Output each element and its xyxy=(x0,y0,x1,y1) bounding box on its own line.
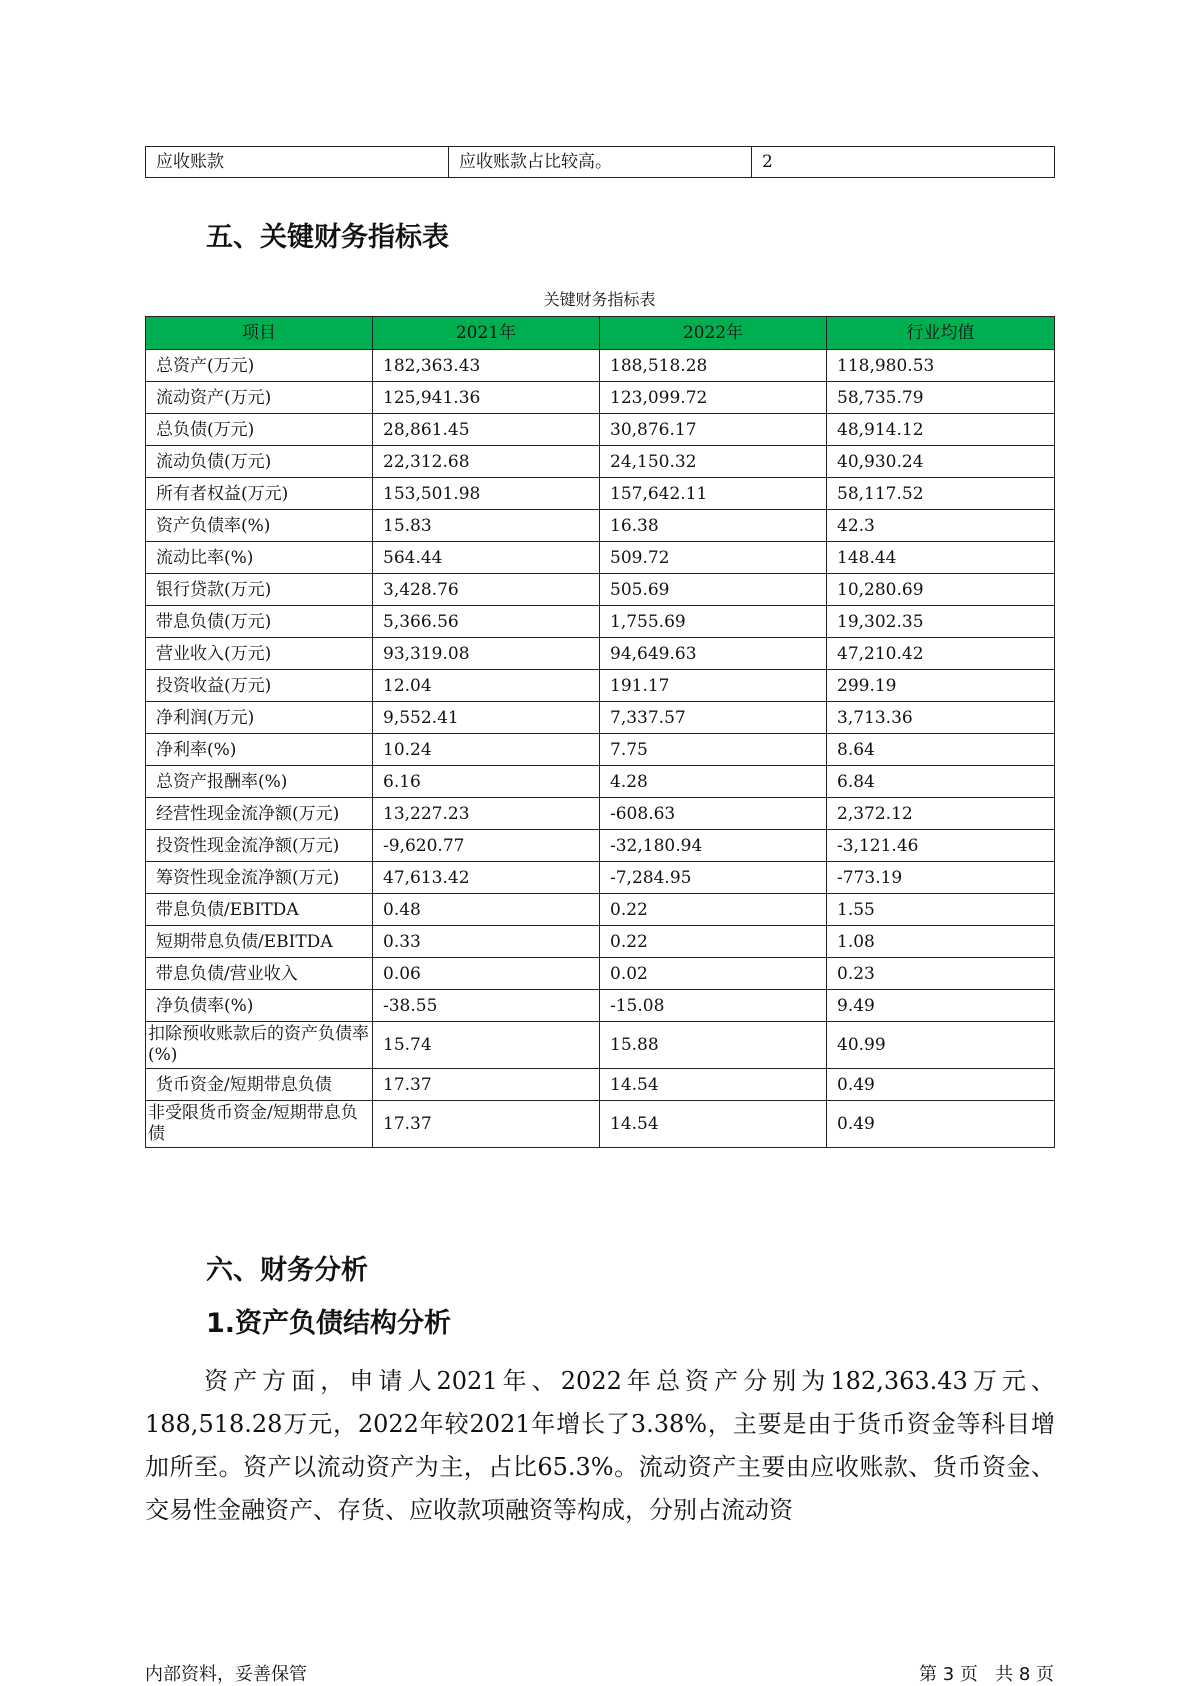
footer-page-number: 第 3 页 共 8 页 xyxy=(919,1664,1054,1685)
row-label-cell: 经营性现金流净额(万元) xyxy=(146,798,373,830)
table-cell: 应收账款 xyxy=(146,147,449,178)
table-row xyxy=(146,147,1055,178)
value-cell: 7.75 xyxy=(600,734,827,766)
value-cell: 188,518.28 xyxy=(600,350,827,382)
value-cell: 94,649.63 xyxy=(600,638,827,670)
value-cell: 148.44 xyxy=(827,542,1055,574)
table-row xyxy=(146,574,1055,606)
table-header-row xyxy=(146,317,1055,350)
row-label-cell: 带息负债(万元) xyxy=(146,606,373,638)
value-cell: 118,980.53 xyxy=(827,350,1055,382)
value-cell: 17.37 xyxy=(373,1069,600,1101)
value-cell: 2,372.12 xyxy=(827,798,1055,830)
value-cell: 4.28 xyxy=(600,766,827,798)
value-cell: 12.04 xyxy=(373,670,600,702)
value-cell: 15.83 xyxy=(373,510,600,542)
value-cell: 0.48 xyxy=(373,894,600,926)
value-cell: 19,302.35 xyxy=(827,606,1055,638)
table-row xyxy=(146,350,1055,382)
table-row xyxy=(146,830,1055,862)
value-cell: 7,337.57 xyxy=(600,702,827,734)
table-row xyxy=(146,926,1055,958)
table-row xyxy=(146,638,1055,670)
value-cell: 1,755.69 xyxy=(600,606,827,638)
row-label-cell: 所有者权益(万元) xyxy=(146,478,373,510)
top-table xyxy=(145,146,1055,178)
value-cell: -773.19 xyxy=(827,862,1055,894)
row-label-cell: 资产负债率(%) xyxy=(146,510,373,542)
value-cell: 58,117.52 xyxy=(827,478,1055,510)
row-label-cell: 净利润(万元) xyxy=(146,702,373,734)
value-cell: 15.88 xyxy=(600,1022,827,1069)
row-label-cell: 银行贷款(万元) xyxy=(146,574,373,606)
value-cell: 0.02 xyxy=(600,958,827,990)
value-cell: -38.55 xyxy=(373,990,600,1022)
value-cell: 42.3 xyxy=(827,510,1055,542)
value-cell: 182,363.43 xyxy=(373,350,600,382)
value-cell: 47,210.42 xyxy=(827,638,1055,670)
value-cell: 1.55 xyxy=(827,894,1055,926)
table-row xyxy=(146,478,1055,510)
value-cell: -15.08 xyxy=(600,990,827,1022)
value-cell: 125,941.36 xyxy=(373,382,600,414)
metrics-table-body xyxy=(146,350,1055,1148)
value-cell: 0.49 xyxy=(827,1101,1055,1148)
value-cell: 0.49 xyxy=(827,1069,1055,1101)
table-row xyxy=(146,734,1055,766)
value-cell: 10.24 xyxy=(373,734,600,766)
value-cell: -9,620.77 xyxy=(373,830,600,862)
value-cell: 17.37 xyxy=(373,1101,600,1148)
value-cell: -32,180.94 xyxy=(600,830,827,862)
value-cell: 0.23 xyxy=(827,958,1055,990)
row-label-cell: 非受限货币资金/短期带息负债 xyxy=(146,1101,373,1148)
row-label-cell: 营业收入(万元) xyxy=(146,638,373,670)
row-label-cell: 扣除预收账款后的资产负债率(%) xyxy=(146,1022,373,1069)
table-row xyxy=(146,798,1055,830)
table-row xyxy=(146,670,1055,702)
footer-confidential-note: 内部资料，妥善保管 xyxy=(145,1664,307,1685)
value-cell: 13,227.23 xyxy=(373,798,600,830)
value-cell: 153,501.98 xyxy=(373,478,600,510)
analysis-paragraph: 资产方面，申请人2021年、2022年总资产分别为182,363.43万元、188,518.28万元，2022年较2021年增长了3.38%，主要是由于货币资金等科目增加所至。资产以流动资产为主，占比65.3%。流动资产主要由应收账款、货币资金、交易性金融资产、存货、应收款项融资等构成，分别占流动资 xyxy=(145,1367,1055,1524)
row-label-cell: 投资性现金流净额(万元) xyxy=(146,830,373,862)
table-row xyxy=(146,766,1055,798)
row-label-cell: 货币资金/短期带息负债 xyxy=(146,1069,373,1101)
metrics-table xyxy=(145,316,1055,1148)
table-row xyxy=(146,1069,1055,1101)
value-cell: 0.22 xyxy=(600,926,827,958)
value-cell: 8.64 xyxy=(827,734,1055,766)
value-cell: 93,319.08 xyxy=(373,638,600,670)
column-header: 2022年 xyxy=(600,317,827,350)
row-label-cell: 流动比率(%) xyxy=(146,542,373,574)
table-row xyxy=(146,414,1055,446)
value-cell: -608.63 xyxy=(600,798,827,830)
table-row xyxy=(146,702,1055,734)
table-cell: 应收账款占比较高。 xyxy=(449,147,752,178)
value-cell: 3,428.76 xyxy=(373,574,600,606)
value-cell: 58,735.79 xyxy=(827,382,1055,414)
value-cell: -7,284.95 xyxy=(600,862,827,894)
value-cell: 191.17 xyxy=(600,670,827,702)
value-cell: 1.08 xyxy=(827,926,1055,958)
value-cell: 10,280.69 xyxy=(827,574,1055,606)
row-label-cell: 净负债率(%) xyxy=(146,990,373,1022)
value-cell: 6.84 xyxy=(827,766,1055,798)
value-cell: 9,552.41 xyxy=(373,702,600,734)
value-cell: 14.54 xyxy=(600,1101,827,1148)
table-row xyxy=(146,862,1055,894)
value-cell: 505.69 xyxy=(600,574,827,606)
row-label-cell: 流动资产(万元) xyxy=(146,382,373,414)
value-cell: 9.49 xyxy=(827,990,1055,1022)
section-heading: 六、财务分析 xyxy=(206,1255,368,1286)
value-cell: 157,642.11 xyxy=(600,478,827,510)
subsection-heading: 1.资产负债结构分析 xyxy=(206,1308,452,1339)
table-row xyxy=(146,1101,1055,1148)
row-label-cell: 总负债(万元) xyxy=(146,414,373,446)
table-row xyxy=(146,510,1055,542)
value-cell: 47,613.42 xyxy=(373,862,600,894)
row-label-cell: 流动负债(万元) xyxy=(146,446,373,478)
value-cell: 15.74 xyxy=(373,1022,600,1069)
table-caption: 关键财务指标表 xyxy=(543,290,656,309)
value-cell: 40,930.24 xyxy=(827,446,1055,478)
table-row xyxy=(146,446,1055,478)
value-cell: 0.33 xyxy=(373,926,600,958)
value-cell: 123,099.72 xyxy=(600,382,827,414)
column-header: 行业均值 xyxy=(827,317,1055,350)
table-row xyxy=(146,894,1055,926)
row-label-cell: 带息负债/营业收入 xyxy=(146,958,373,990)
table-row xyxy=(146,606,1055,638)
table-row xyxy=(146,958,1055,990)
row-label-cell: 筹资性现金流净额(万元) xyxy=(146,862,373,894)
column-header: 项目 xyxy=(146,317,373,350)
row-label-cell: 总资产报酬率(%) xyxy=(146,766,373,798)
value-cell: 5,366.56 xyxy=(373,606,600,638)
section-heading: 五、关键财务指标表 xyxy=(206,222,449,253)
value-cell: 40.99 xyxy=(827,1022,1055,1069)
value-cell: -3,121.46 xyxy=(827,830,1055,862)
value-cell: 30,876.17 xyxy=(600,414,827,446)
value-cell: 299.19 xyxy=(827,670,1055,702)
row-label-cell: 净利率(%) xyxy=(146,734,373,766)
row-label-cell: 带息负债/EBITDA xyxy=(146,894,373,926)
value-cell: 0.22 xyxy=(600,894,827,926)
value-cell: 48,914.12 xyxy=(827,414,1055,446)
row-label-cell: 投资收益(万元) xyxy=(146,670,373,702)
value-cell: 24,150.32 xyxy=(600,446,827,478)
value-cell: 6.16 xyxy=(373,766,600,798)
value-cell: 14.54 xyxy=(600,1069,827,1101)
value-cell: 16.38 xyxy=(600,510,827,542)
value-cell: 28,861.45 xyxy=(373,414,600,446)
value-cell: 509.72 xyxy=(600,542,827,574)
table-row xyxy=(146,382,1055,414)
table-cell: 2 xyxy=(752,147,1055,178)
table-row xyxy=(146,990,1055,1022)
value-cell: 3,713.36 xyxy=(827,702,1055,734)
value-cell: 22,312.68 xyxy=(373,446,600,478)
value-cell: 564.44 xyxy=(373,542,600,574)
table-row xyxy=(146,1022,1055,1069)
value-cell: 0.06 xyxy=(373,958,600,990)
table-row xyxy=(146,542,1055,574)
row-label-cell: 总资产(万元) xyxy=(146,350,373,382)
row-label-cell: 短期带息负债/EBITDA xyxy=(146,926,373,958)
column-header: 2021年 xyxy=(373,317,600,350)
